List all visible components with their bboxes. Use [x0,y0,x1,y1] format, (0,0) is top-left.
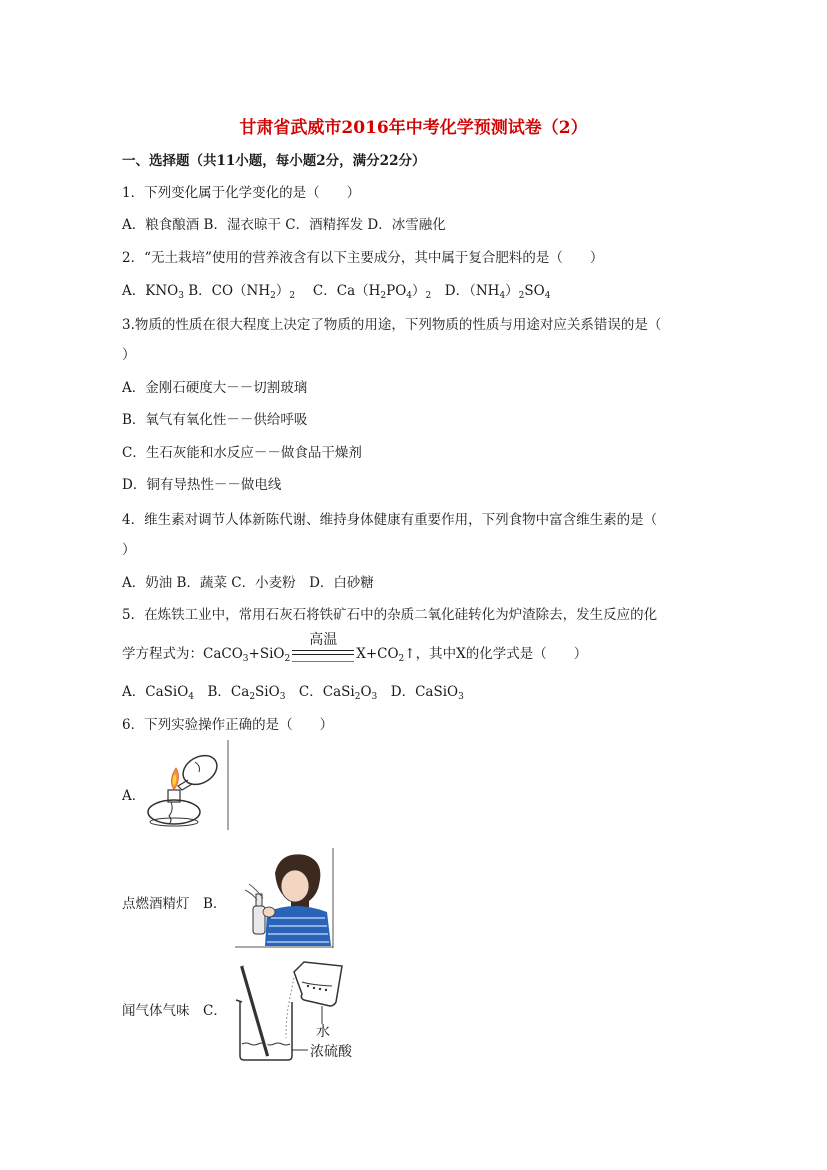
question-5-options: A．CaSiO$_4$ B．$Ca_2SiO_3$ C．$CaSi_2O_3$ D．CaSiO$_3$ [122,684,464,702]
smelling-gas-image [235,848,335,948]
water-label: 水 [316,1024,330,1040]
question-2-stem: 2．“无土栽培”使用的营养液含有以下主要成分，其中属于复合肥料的是（ ） [122,250,604,266]
question-3-option-a: A．金刚石硬度大－－切割玻璃 [122,380,308,396]
question-3-option-c: C．生石灰能和水反应－－做食品干燥剂 [122,445,362,461]
option-c-label: C． [203,1003,227,1019]
question-1-options: A．粮食酿酒 B．湿衣晾干 C．酒精挥发 D．冰雪融化 [122,217,446,233]
question-1-stem: 1．下列变化属于化学变化的是（ ） [122,185,361,201]
option-a-label: A． [122,788,146,804]
question-4-stem: 4．维生素对调节人体新陈代谢、维持身体健康有重要作用，下列食物中富含维生素的是（ [122,512,658,528]
question-3-stem-cont: ） [122,347,136,363]
option-b-caption: 闻气体气味 [122,1003,190,1019]
option-a-caption: 点燃酒精灯 [122,896,190,912]
section-heading: 一、选择题（共11小题，每小题2分，满分22分） [122,153,426,169]
question-6-stem: 6．下列实验操作正确的是（ ） [122,717,334,733]
reaction-condition: 高温 [292,644,354,662]
alcohol-lamp-lighting-image [140,740,230,830]
question-3-option-b: B．氧气有氧化性－－供给呼吸 [122,412,308,428]
option-b-label: B． [203,896,227,912]
question-4-options: A．奶油 B．蔬菜 C．小麦粉 D．白砂糖 [122,575,374,591]
page-title: 甘肃省武威市2016年中考化学预测试卷（2） [239,118,588,138]
concentrated-sulfuric-acid-label: 浓硫酸 [310,1044,352,1060]
option-c-row [122,1002,227,1020]
option-b-row [122,895,226,913]
question-2-options: A．$KNO_3$ B．$CO(NH_2)_2$ C．$Ca(H_2PO_4)_2$ D．$(NH_4)_2SO_4$ [122,283,551,301]
question-3-option-d: D．铜有导热性－－做电线 [122,477,282,493]
question-5-stem: 5．在炼铁工业中，常用石灰石将铁矿石中的杂质二氧化硅转化为炉渣除去，发生反应的化 [122,607,658,623]
question-3-stem: 3.物质的性质在很大程度上决定了物质的用途，下列物质的性质与用途对应关系错误的是（ [122,317,662,333]
question-4-stem-cont: ） [122,542,136,558]
question-5-equation-line: 学方程式为：CaCO$_3$+SiO$_2$ 高温 $X+CO_2↑$，其中X的化学式是（ ） [122,632,588,664]
